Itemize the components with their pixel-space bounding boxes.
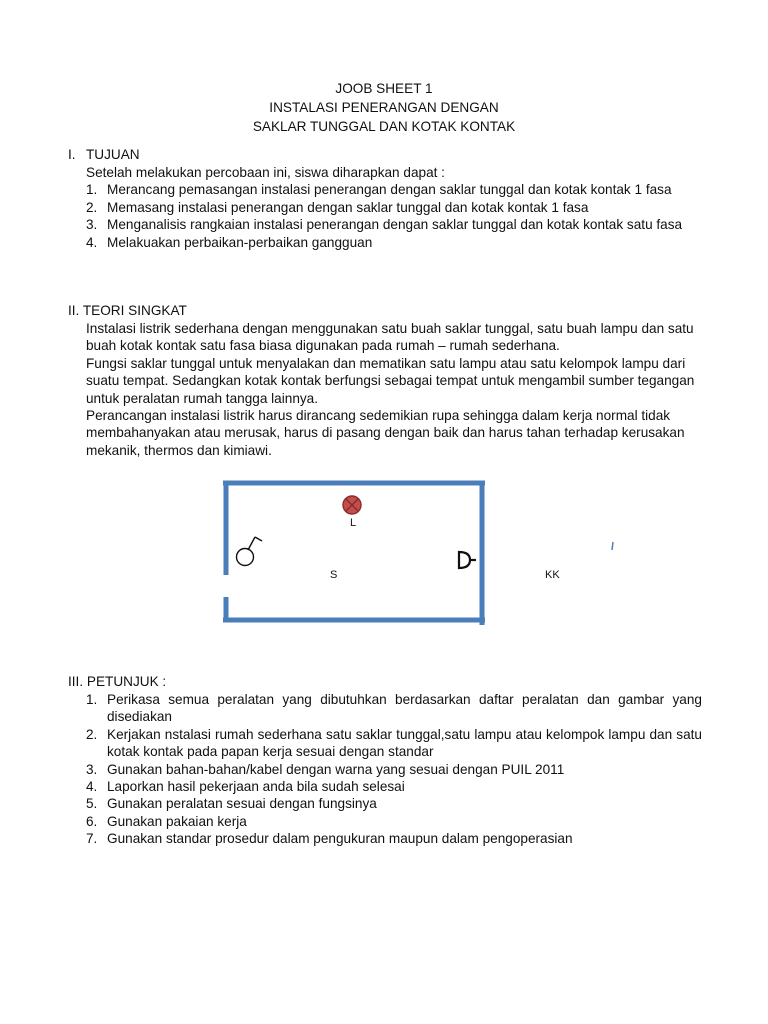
lamp-label: L: [350, 517, 357, 529]
section-petunjuk: [68, 673, 702, 848]
switch-label: S: [330, 569, 338, 581]
item-number: 2.: [86, 726, 98, 742]
item-number: 3.: [86, 761, 98, 777]
item-text: Perikasa semua peralatan yang dibutuhkan berdasarkan daftar peralatan dan gambar yang disediakan: [107, 692, 702, 725]
item-number: 1.: [86, 692, 98, 707]
item-text: Gunakan bahan-bahan/kabel dengan warna yang sesuai dengan PUIL 2011: [107, 761, 565, 777]
list-item: [86, 216, 702, 233]
wiring-diagram: [0, 470, 768, 630]
item-text: Kerjakan nstalasi rumah sederhana satu saklar tunggal,satu lampu atau kelompok lampu dan satu kotak kontak pada papan kerja sesuai dengan standar: [107, 726, 702, 760]
title-line-1: JOOB SHEET 1: [335, 81, 433, 96]
item-text: Menganalisis rangkaian instalasi penerangan dengan saklar tunggal dan kotak kontak satu fasa: [107, 217, 683, 233]
item-text: Laporkan hasil pekerjaan anda bila sudah selesai: [107, 779, 405, 795]
socket-icon: [459, 552, 476, 568]
list-item: [86, 830, 702, 847]
stray-mark: [612, 542, 613, 550]
list-item: [86, 181, 702, 198]
item-text: Gunakan standar prosedur dalam pengukuran maupun dalam pengoperasian: [107, 831, 573, 847]
instruction-list: [86, 691, 702, 848]
section-number: I.: [68, 147, 76, 162]
list-item: [86, 199, 702, 216]
list-item: [86, 761, 702, 778]
list-item: [86, 691, 702, 726]
item-number: 6.: [86, 813, 98, 829]
title-line-3: SAKLAR TUNGGAL DAN KOTAK KONTAK: [252, 119, 516, 134]
section-teori: [68, 302, 702, 459]
list-item: [86, 813, 702, 830]
item-number: 4.: [86, 234, 98, 250]
section-intro: Setelah melakukan percobaan ini, siswa diharapkan dapat :: [86, 165, 445, 180]
item-number: 3.: [86, 217, 98, 233]
section-tujuan: [68, 146, 702, 251]
item-number: 1.: [86, 182, 98, 198]
list-item: [86, 795, 702, 812]
list-item: [86, 726, 702, 761]
item-text: Gunakan pakaian kerja: [107, 813, 247, 829]
title-line-2: INSTALASI PENERANGAN DENGAN: [269, 100, 499, 115]
list-item: [86, 234, 702, 251]
section-title: TUJUAN: [86, 147, 140, 162]
item-text: Memasang instalasi penerangan dengan saklar tunggal dan kotak kontak 1 fasa: [107, 199, 589, 215]
socket-label: KK: [545, 569, 560, 581]
switch-icon: [237, 537, 263, 566]
section-heading: [68, 146, 702, 164]
lamp-icon: [343, 496, 361, 514]
objective-list: [86, 181, 702, 251]
item-text: Merancang pemasangan instalasi penerangan dengan saklar tunggal dan kotak kontak 1 fasa: [107, 182, 672, 198]
item-number: 2.: [86, 199, 98, 215]
list-item: [86, 778, 702, 795]
item-text: Gunakan peralatan sesuai dengan fungsinya: [107, 796, 377, 812]
item-number: 7.: [86, 831, 98, 847]
item-number: 4.: [86, 779, 98, 795]
section-heading: II. TEORI SINGKAT: [68, 303, 187, 318]
section-heading: III. PETUNJUK :: [68, 674, 167, 689]
document-title: [0, 79, 768, 136]
paragraph: Instalasi listrik sederhana dengan menggunakan satu buah saklar tunggal, satu buah lampu dan satu buah kotak kontak satu fasa biasa digunakan pada rumah – rumah sederhana.: [86, 321, 694, 354]
item-text: Melakuakan perbaikan-perbaikan gangguan: [107, 234, 373, 250]
paragraph: Perancangan instalasi listrik harus dirancang sedemikian rupa sehingga dalam kerja normal tidak membahanyakan atau merusak, harus di pasang dengan baik dan harus tahan terhadap kerusakan mekanik, thermos dan kimiawi.: [86, 408, 685, 458]
paragraph: Fungsi saklar tunggal untuk menyalakan dan mematikan satu lampu atau satu kelompok lampu dari suatu tempat. Sedangkan kotak kontak berfungsi sebagai tempat untuk mengambil sumber tegangan untuk peralatan rumah tangga lainnya.: [86, 355, 695, 406]
item-number: 5.: [86, 796, 98, 812]
